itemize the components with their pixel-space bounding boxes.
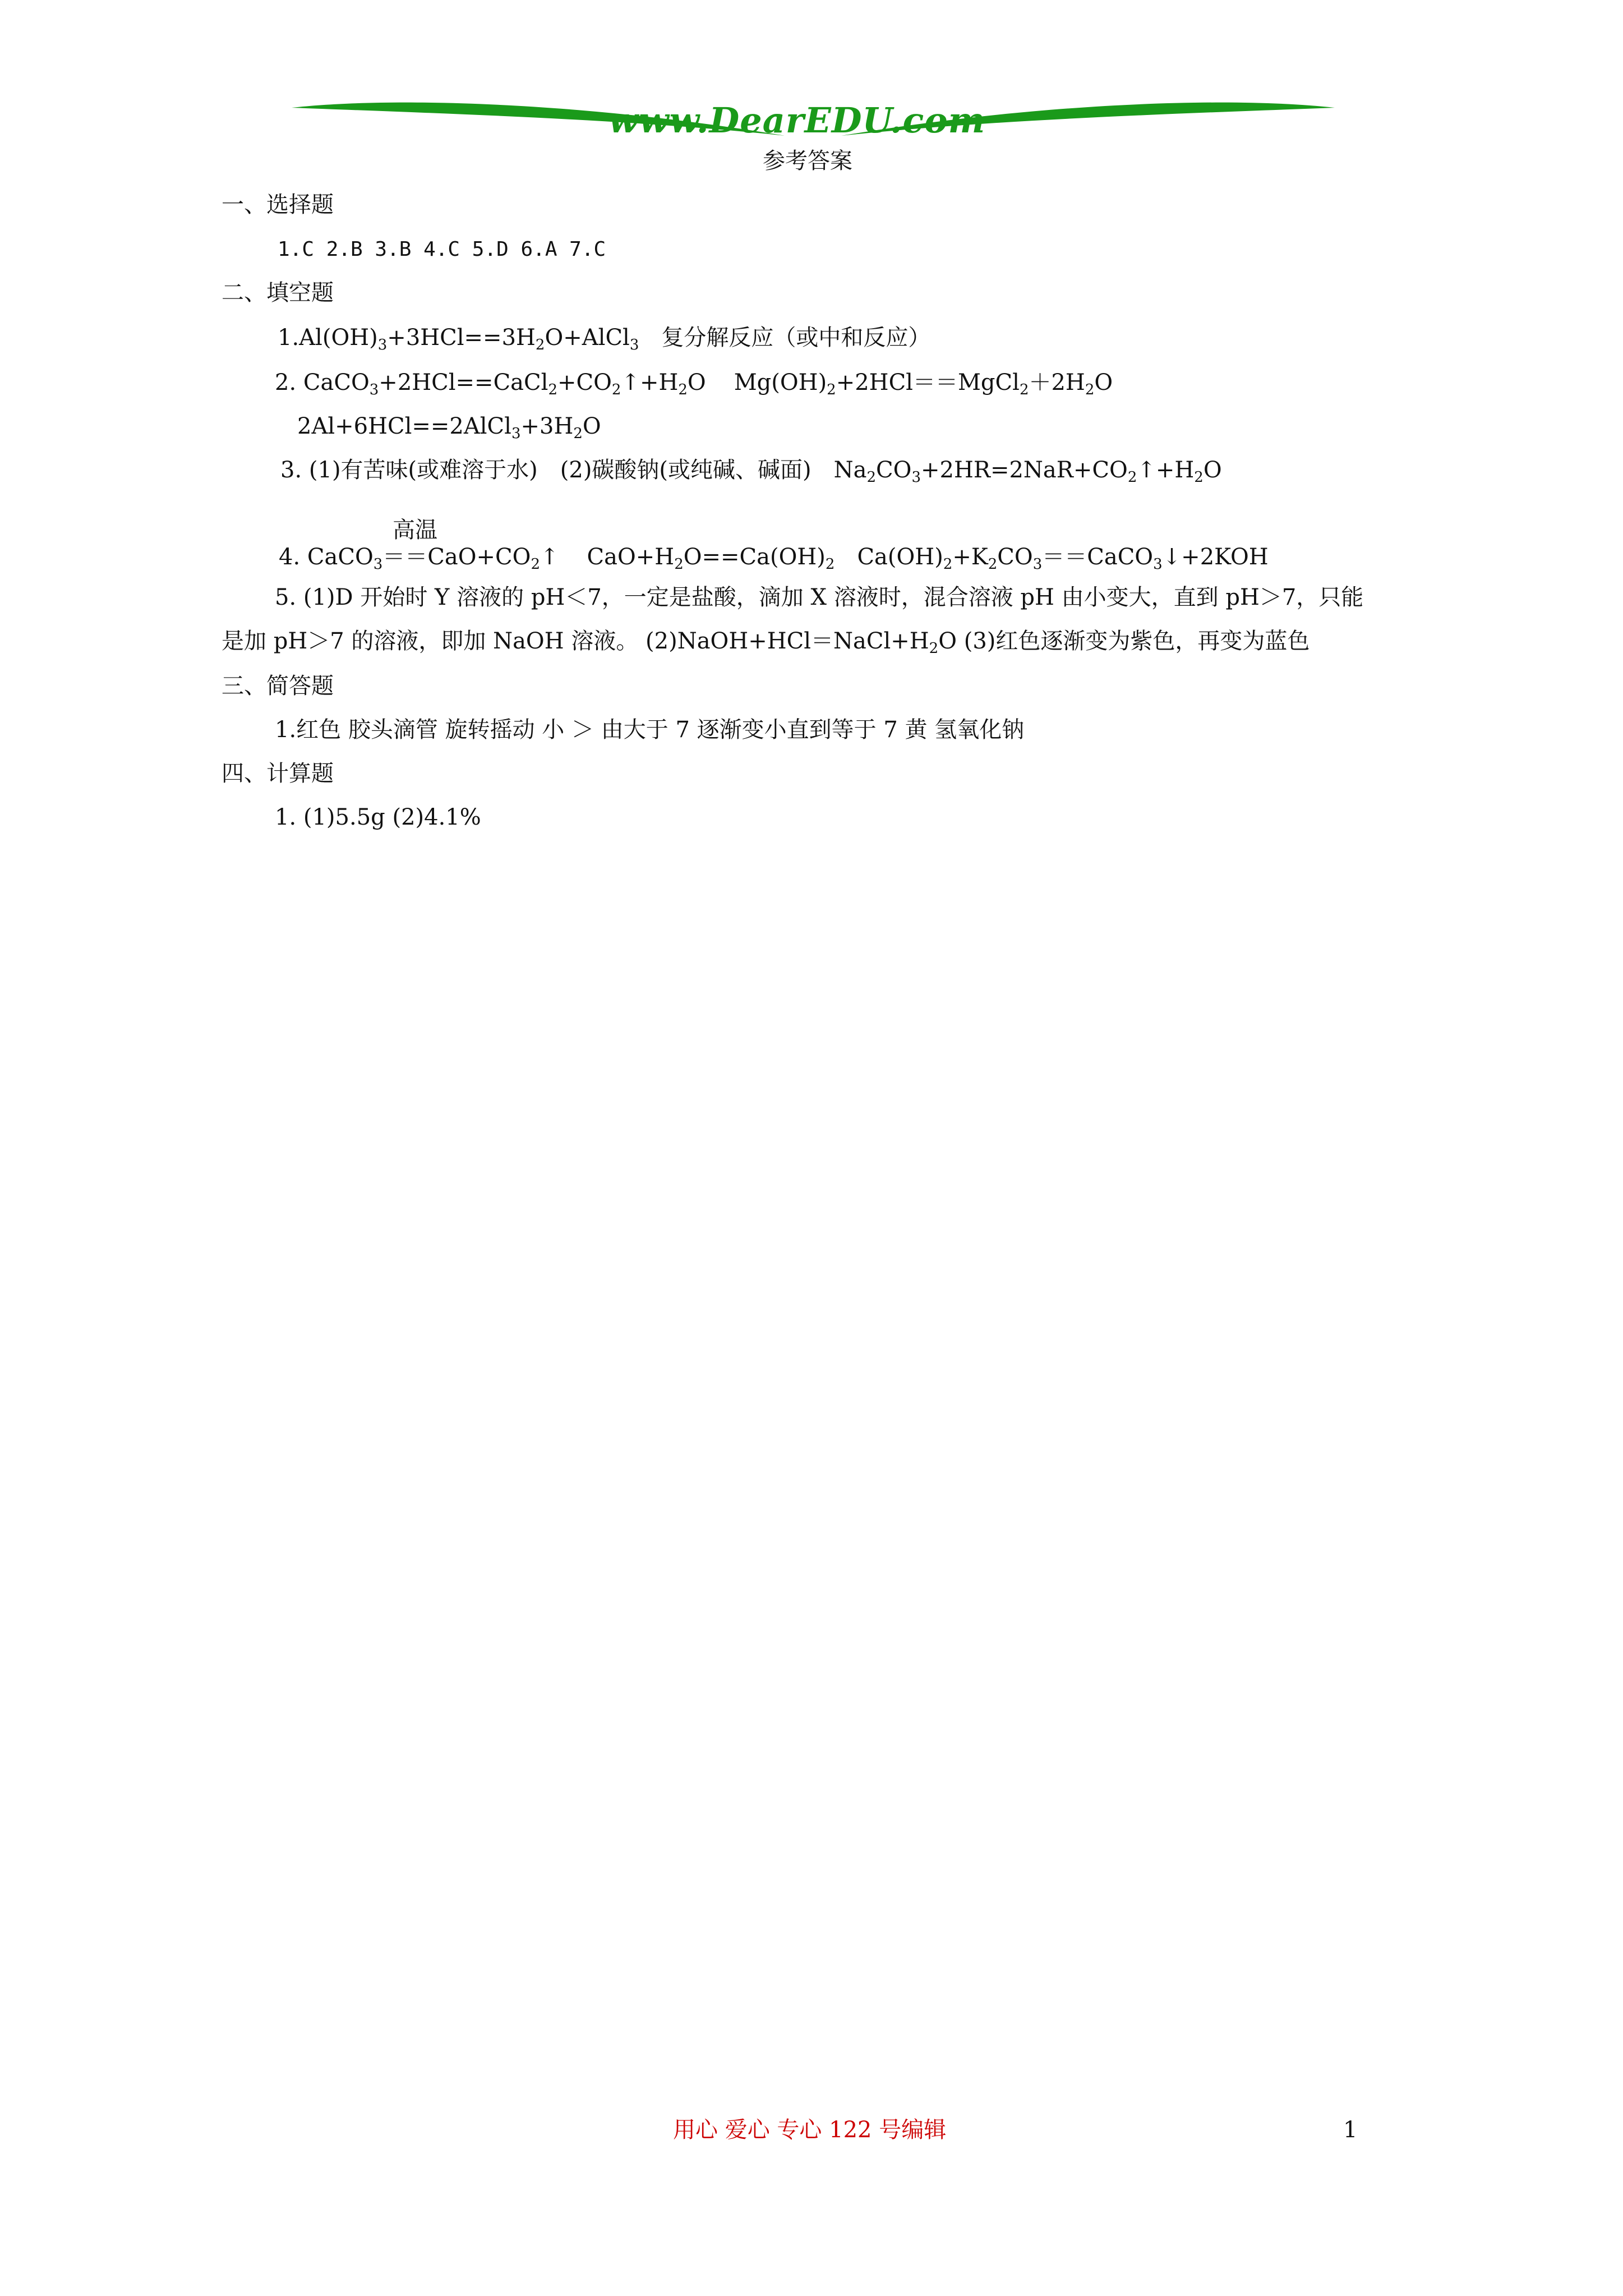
page-number: 1 bbox=[1343, 2117, 1358, 2143]
q3-prefix: 3. bbox=[280, 457, 302, 483]
q2-prefix: 2. bbox=[275, 370, 297, 395]
calc-answers: 1. (1)5.5g (2)4.1% bbox=[275, 804, 481, 830]
fill-q2 bbox=[275, 369, 1113, 397]
fill-q3 bbox=[280, 456, 1222, 484]
q3-part-a: (1)有苦味(或难溶于水) bbox=[308, 457, 538, 483]
q1-equation: $Al(OH)_3+3HCl==3H_2O+AlCl_3$ bbox=[299, 325, 639, 353]
fill-q4 bbox=[279, 543, 1269, 571]
q5-line-2a: 是加 pH＞7 的溶液，即加 NaOH 溶液。 (2) bbox=[222, 628, 677, 654]
mc-answers: 1.C 2.B 3.B 4.C 5.D 6.A 7.C bbox=[278, 238, 606, 261]
q3-equation: $Na_2CO_3+2HR=2NaR+CO_2↑+H_2O$ bbox=[833, 457, 1222, 486]
q4-equation-3: $Ca(OH)_2+K_2CO_3==CaCO_3↓+2KOH$ bbox=[857, 544, 1269, 573]
site-logo-text: www.DearEDU.com bbox=[608, 100, 986, 141]
q4-equation-2: $CaO+H_2O==Ca(OH)_2$ bbox=[587, 544, 835, 573]
section-heading-4: 四、计算题 bbox=[222, 761, 334, 786]
q5-line-2c: O (3)红色逐渐变为紫色，再变为蓝色 bbox=[938, 628, 1310, 654]
q4-prefix: 4. bbox=[279, 544, 301, 570]
q3-part-b: (2)碳酸钠(或纯碱、碱面) bbox=[560, 457, 811, 483]
short-answers: 1.红色 胶头滴管 旋转摇动 小 ＞ 由大于 7 逐渐变小直到等于 7 黄 氢氧化钠 bbox=[275, 717, 1025, 743]
q5-line-2: 是加 pH＞7 的溶液，即加 NaOH 溶液。 $(2)NaOH+HCl=NaCl+H_2O$ (3)红色逐渐变为紫色，再变为蓝色 bbox=[222, 628, 1310, 657]
fill-q1 bbox=[278, 324, 930, 352]
q4-condition: 高温 bbox=[393, 517, 437, 543]
q5-line-2b: NaOH+HCl＝NaCl+H bbox=[677, 628, 929, 654]
section-heading-1: 一、选择题 bbox=[222, 192, 334, 218]
section-heading-3: 三、简答题 bbox=[222, 673, 334, 699]
q1-prefix: 1. bbox=[278, 325, 299, 351]
q2-equation-1: $CaCO_3+2HCl==CaCl_2+CO_2↑+H_2O$ bbox=[296, 370, 706, 398]
q1-reaction-type: 复分解反应（或中和反应） bbox=[661, 325, 931, 351]
section-heading-2: 二、填空题 bbox=[222, 280, 334, 306]
q2-equation-3: $2Al+6HCl==2AlCl_3+3H_2O$ bbox=[297, 413, 601, 442]
q4-equation-1: $CaCO_3==CaO+CO_2↑$ bbox=[300, 544, 559, 573]
q5-line-1: 5. (1)D 开始时 Y 溶液的 pH＜7，一定是盐酸，滴加 X 溶液时，混合溶液 pH 由小变大，直到 pH＞7，只能 bbox=[275, 585, 1364, 610]
footer-editor-note: 用心 爱心 专心 122 号编辑 bbox=[673, 2117, 947, 2143]
page-title: 参考答案 bbox=[763, 148, 852, 174]
q2-equation-2: $Mg(OH)_2+2HCl==MgCl_2+2H_2O$ bbox=[734, 370, 1113, 398]
